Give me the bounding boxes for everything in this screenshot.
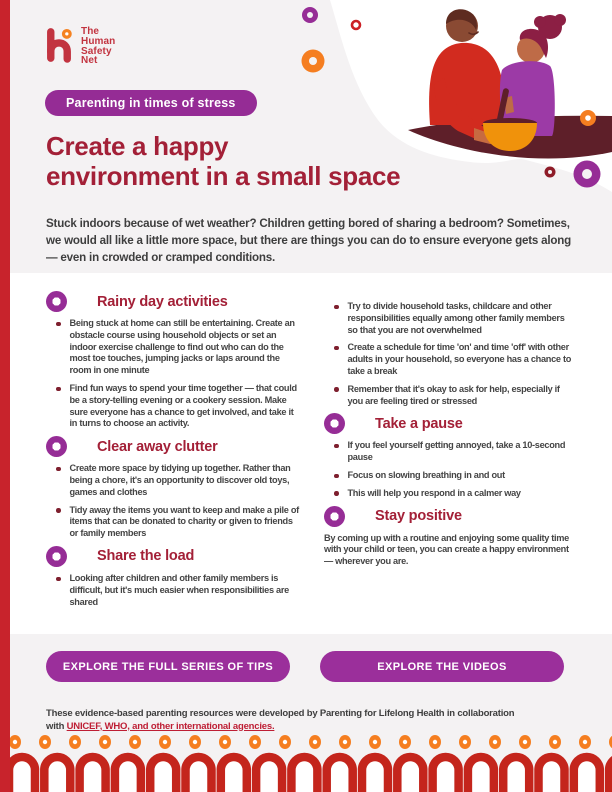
left-edge-red-bar: [0, 0, 10, 792]
section-clear-away-clutter: [46, 436, 302, 540]
bullet-dot-icon: [56, 387, 61, 392]
list-item: Focus on slowing breathing in and out: [324, 470, 576, 482]
intro-paragraph: Stuck indoors because of wet weather? Children getting bored of sharing a bedroom? Sometimes, we would all like a little more space, but there are things you can do to ensure everyone gets along — even in crowded or cramped conditions.: [46, 216, 572, 264]
explore-videos-button[interactable]: EXPLORE THE VIDEOS: [320, 651, 564, 682]
list-item: Try to divide household tasks, childcare and other responsibilities equally among other family members so that you are not overwhelmed: [324, 301, 576, 336]
section-donut-icon: [46, 436, 67, 457]
bullet-dot-icon: [334, 346, 339, 351]
section-heading: Rainy day activities: [97, 293, 228, 310]
left-column: [46, 287, 302, 634]
footer-credit: [46, 707, 516, 733]
section-heading: Clear away clutter: [97, 438, 218, 455]
logo-line: Safety: [81, 45, 112, 57]
list-item: Find fun ways to spend your time together — that could be a story-telling evening or a cookery session. Make sure everyone has a chance to get involved, and take it in turns to choose an activity.: [46, 383, 302, 430]
footer-text: These evidence-based parenting resources were developed by Parenting for Lifelong Health in collaboration with: [46, 707, 515, 732]
section-rainy-day-activities: [46, 291, 302, 430]
section-donut-icon: [46, 291, 67, 312]
logo-line: Human: [81, 35, 116, 47]
bullet-dot-icon: [334, 444, 339, 449]
section-share-the-load: [46, 546, 302, 608]
bullet-dot-icon: [56, 508, 61, 513]
logo-line: Net: [81, 55, 98, 67]
thsn-h-icon: [45, 24, 73, 66]
explore-tips-button[interactable]: EXPLORE THE FULL SERIES OF TIPS: [46, 651, 290, 682]
bullet-dot-icon: [56, 577, 61, 582]
section-donut-icon: [324, 413, 345, 434]
logo-line: The: [81, 26, 100, 37]
title-line-1: Create a happy: [46, 131, 229, 161]
page-title: [46, 131, 586, 191]
logo-wordmark: [81, 24, 115, 66]
list-item: Remember that it's okay to ask for help, especially if you are feeling tired or stressed: [324, 384, 576, 408]
footer-agencies-link[interactable]: UNICEF, WHO, and other international agencies.: [66, 720, 275, 732]
section-heading: Share the load: [97, 548, 195, 565]
series-tagline-pill: Parenting in times of stress: [45, 90, 257, 116]
thsn-logo: [45, 24, 115, 66]
section-stay-positive: [324, 506, 576, 568]
section-donut-icon: [324, 506, 345, 527]
section-take-a-pause: [324, 413, 576, 499]
section-heading: Take a pause: [375, 415, 463, 432]
title-line-2: environment in a small space: [46, 161, 401, 191]
bullet-dot-icon: [334, 387, 339, 392]
right-column: [324, 287, 576, 634]
list-item: Looking after children and other family members is difficult, but it's much easier when responsibilities are shared: [46, 573, 302, 608]
list-item: This will help you respond in a calmer way: [324, 488, 576, 500]
list-item: Tidy away the items you want to keep and make a pile of items that can be donated to charity or given to friends or family members: [46, 505, 302, 540]
bullet-dot-icon: [334, 474, 339, 479]
list-item: Being stuck at home can still be entertaining. Create an obstacle course using household objects or set an indoor exercise challenge to find out who can do the most toe touches, jumping jacks or laps around the room in one minute: [46, 318, 302, 377]
section-heading: Stay positive: [375, 508, 462, 525]
content-columns: [0, 273, 612, 634]
list-item: If you feel yourself getting annoyed, take a 10-second pause: [324, 440, 576, 464]
bullet-dot-icon: [56, 322, 61, 327]
red-arches-border: [0, 750, 612, 792]
bullet-dot-icon: [56, 467, 61, 472]
stay-positive-paragraph: By coming up with a routine and enjoying some quality time with your child or teen, you can create a happy environment — wherever you are.: [324, 532, 569, 567]
section-share-the-load-continued: [324, 301, 576, 407]
bullet-dot-icon: [334, 305, 339, 310]
list-item: Create more space by tidying up together. Rather than being a chore, it's an opportunity to discover old toys, games and clothes: [46, 463, 302, 498]
orange-dots-border: [0, 733, 612, 751]
bullet-dot-icon: [334, 491, 339, 496]
list-item: Create a schedule for time 'on' and time 'off' with other adults in your household, so everyone has a chance to take a break: [324, 342, 576, 377]
section-donut-icon: [46, 546, 67, 567]
